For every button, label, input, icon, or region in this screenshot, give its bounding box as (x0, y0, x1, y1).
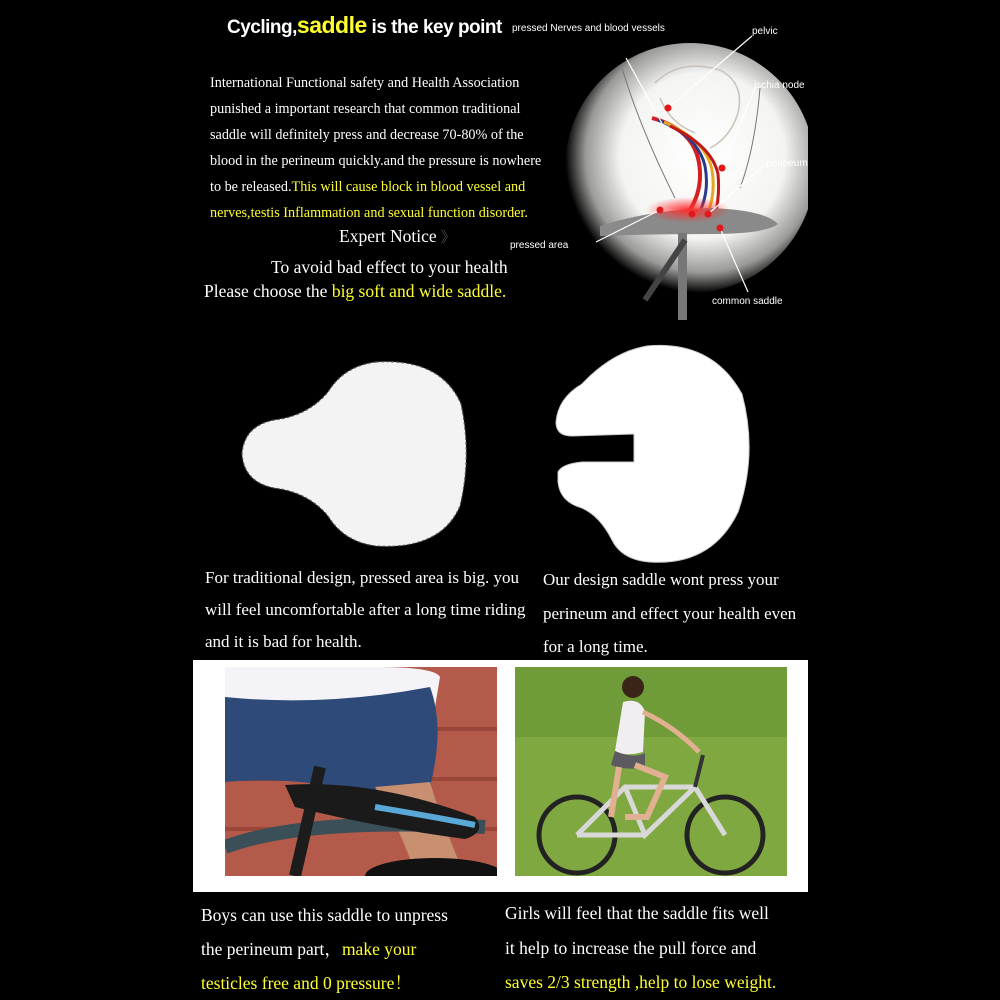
boys-line-3: testicles free and 0 pressure！ (201, 973, 412, 993)
intro-paragraph (210, 70, 555, 226)
label-perineum: perineum (766, 158, 808, 169)
marker-dot (657, 207, 664, 214)
title-part-2: saddle (296, 12, 367, 38)
advice-line-2 (204, 281, 506, 302)
title-part-3: is the key point (366, 17, 502, 38)
girls-line-2: it help to increase the pull force and (505, 937, 757, 958)
double-chevron-icon: 》 (440, 228, 456, 246)
our-design-caption: Our design saddle wont press your perineum and effect your health even for a long time. (543, 570, 797, 656)
girls-line-3: saves 2/3 strength ,help to lose weight. (505, 972, 777, 992)
label-ischia: ischia node (754, 80, 805, 91)
boys-caption (201, 898, 448, 1000)
traditional-saddle-shape (236, 356, 474, 552)
intro-highlight: This will cause block in blood vessel and nerves,testis Inflammation and sexual function disorder. (210, 179, 528, 221)
boys-line-2-text: the perineum part， (201, 939, 342, 959)
boys-line-2 (201, 932, 448, 966)
marker-dot (717, 225, 724, 232)
title-part-1: Cycling, (227, 17, 297, 38)
page-title (227, 12, 502, 39)
marker-dot (689, 211, 696, 218)
traditional-caption: For traditional design, pressed area is big. you will feel uncomfortable after a long time riding and it is bad for health. (205, 568, 526, 651)
marker-dot (705, 211, 712, 218)
advice-line-1: To avoid bad effect to your health (271, 257, 508, 277)
intro-text: International Functional safety and Health Association punished a important research that common traditional saddle will definitely press and decrease 70-80% of the blood in the perineum quickly.and the pressure is nowhere to be released. (210, 75, 542, 195)
our-saddle-shape (552, 344, 754, 564)
label-nerves: pressed Nerves and blood vessels (512, 23, 665, 34)
advice-line-2-highlight: big soft and wide saddle. (331, 281, 507, 301)
pressure-diagram (560, 28, 808, 320)
marker-dot (719, 165, 726, 172)
girls-line-1: Girls will feel that the saddle fits well (505, 903, 769, 923)
woman-riding-photo (515, 667, 787, 876)
boys-line-1: Boys can use this saddle to unpress (201, 905, 448, 925)
expert-notice-label: Expert Notice (339, 226, 437, 246)
boys-line-2-highlight: make your (341, 939, 417, 959)
man-riding-photo (225, 667, 497, 876)
label-pressed-area: pressed area (510, 240, 569, 251)
label-common-saddle: common saddle (712, 296, 783, 307)
advice-line-2-text: Please choose the (204, 281, 332, 301)
label-pelvic: pelvic (752, 26, 778, 37)
girls-caption (505, 896, 776, 1000)
marker-dot (665, 105, 672, 112)
expert-notice (339, 226, 456, 247)
